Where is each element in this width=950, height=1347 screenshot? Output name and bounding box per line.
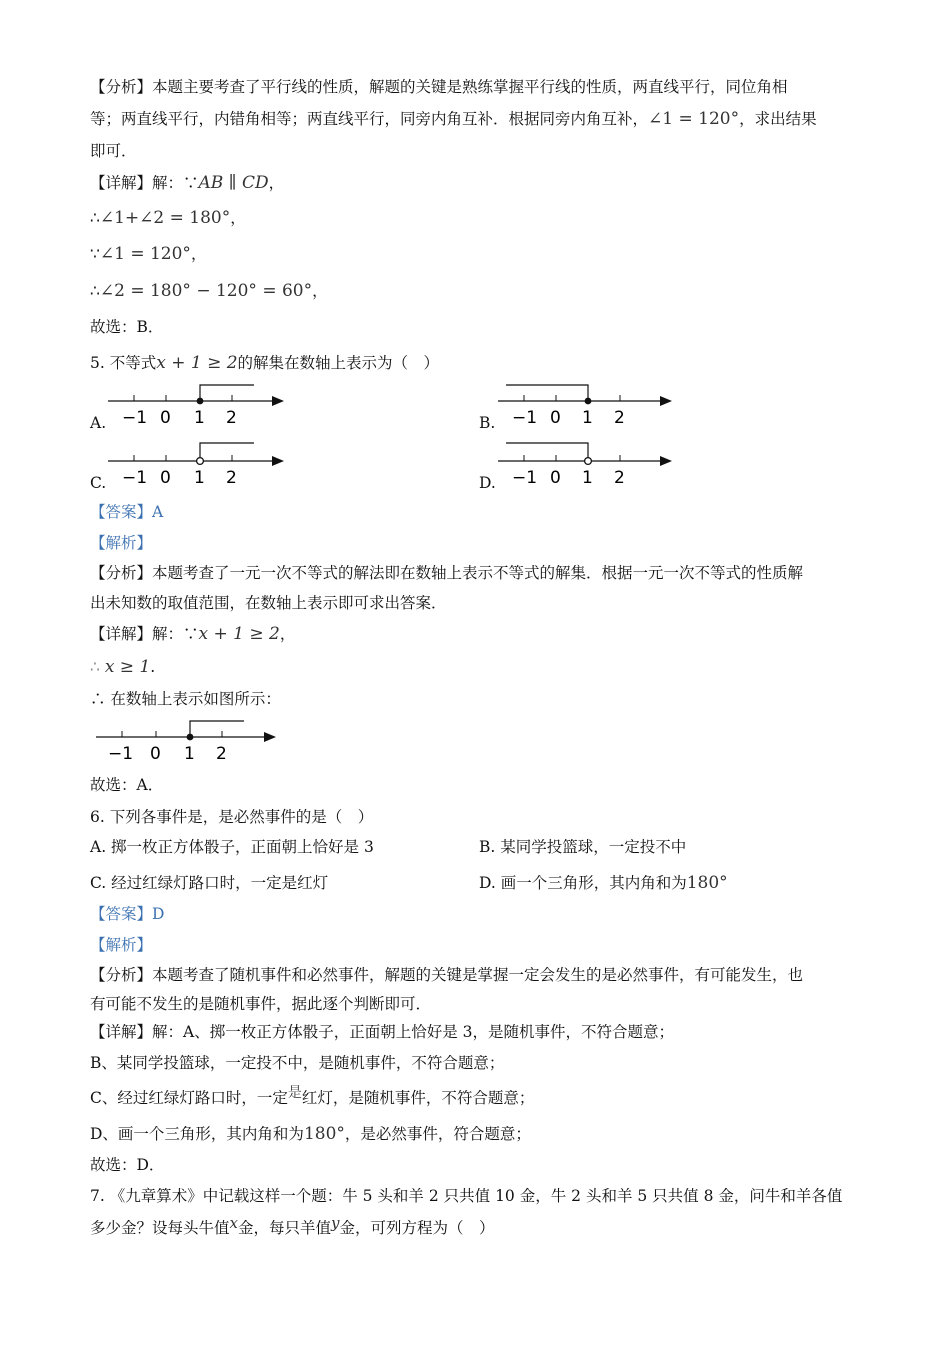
tick-neg1: −1 [122,468,148,488]
q6-option-b[interactable]: B. 某同学投篮球，一定投不中 [479,838,687,856]
because: ∵ [90,245,100,263]
tick-0: 0 [550,468,561,488]
therefore: ∴ [90,282,100,300]
math-180: 180° [303,1124,345,1144]
tick-2: 2 [614,468,625,488]
text: 金，每只羊值 [237,1219,331,1237]
math-solution: x ≥ 1 [104,657,151,677]
text: ， [268,174,285,192]
text: . [150,658,156,676]
text: 的解集在数轴上表示为（ ） [237,354,440,372]
q5-option-a-label[interactable]: A. [90,414,107,432]
tick-neg1: −1 [512,408,538,428]
q6-detail-c [90,1087,534,1110]
number-line-a [108,378,288,430]
math-180: 180° [686,873,728,893]
q6-detail-b: B、某同学投篮球，一定投不中，是随机事件，不符合题意； [90,1054,505,1072]
q5-show: ∴ 在数轴上表示如图所示： [90,690,281,708]
math-angle-1: ∠1 = 120° [648,109,740,129]
q5-jiexi: 【解析】 [90,534,153,552]
text: 红灯，是随机事件，不符合题意； [301,1089,535,1107]
tick-0: 0 [150,744,161,764]
q6-analysis-line-1: 【分析】本题考查了随机事件和必然事件，解题的关键是掌握一定会发生的是必然事件，有可能发生，也 [90,966,804,984]
text: C、经过红绿灯路口时，一定 [90,1089,288,1107]
math-result: ∠2 = 180° − 120° = 60° [99,281,313,301]
q6-detail-d [90,1123,531,1145]
tick-2: 2 [226,468,237,488]
tick-1: 1 [582,408,593,428]
q4-detail-line-2 [90,207,246,229]
q6-jiexi: 【解析】 [90,936,153,954]
q7-stem-line-2 [90,1214,495,1239]
q6-option-c[interactable]: C. 经过红绿灯路口时，一定是红灯 [90,874,329,892]
q4-detail-line-4 [90,280,328,302]
q4-analysis-line-2 [90,108,817,130]
q4-analysis-line-3: 即可． [90,142,137,160]
tick-2: 2 [614,408,625,428]
text: ， [279,625,296,643]
q5-option-c-label[interactable]: C. [90,474,107,492]
text: 【详解】解：∵ [90,174,199,192]
q6-detail-a: 【详解】解：A、掷一枚正方体骰子，正面朝上恰好是 3，是随机事件，不符合题意； [90,1023,674,1041]
text: ， [230,209,246,227]
math-parallel: AB ∥ CD [198,173,269,193]
math-inequality: x + 1 ≥ 2 [198,624,280,644]
tick-1: 1 [184,744,195,764]
number-line-c [108,438,288,490]
q5-stem [90,352,439,374]
tick-2: 2 [216,744,227,764]
tick-1: 1 [194,408,205,428]
tick-1: 1 [582,468,593,488]
q4-detail-line-3 [90,243,206,265]
text: ， [312,282,328,300]
q5-choose: 故选：A． [90,776,164,794]
tick-0: 0 [550,408,561,428]
q4-detail-line-1 [90,172,284,194]
therefore: ∴ [90,658,100,676]
tick-0: 0 [160,468,171,488]
q7-stem-line-1: 7. 《九章算术》中记载这样一个题：牛 5 头和羊 2 只共值 10 金，牛 2 头和羊 5 只共值 8 金，问牛和羊各值 [90,1187,843,1205]
math-x: x [229,1214,238,1232]
text: ，求出结果 [739,110,817,128]
text: D、画一个三角形，其内角和为 [90,1125,304,1143]
text-shi: 是 [287,1085,302,1101]
tick-1: 1 [194,468,205,488]
text: 金，可列方程为（ ） [339,1219,495,1237]
q5-analysis-line-1: 【分析】本题考查了一元一次不等式的解法即在数轴上表示不等式的解集．根据一元一次不等式的性质解 [90,564,804,582]
tick-neg1: −1 [122,408,148,428]
math-inequality: x + 1 ≥ 2 [156,353,238,373]
number-line-solution [96,714,286,766]
number-line-d [498,438,678,490]
q6-analysis-line-2: 有可能不发生的是随机事件，据此逐个判断即可． [90,995,432,1013]
text: ，是必然事件，符合题意； [344,1125,531,1143]
number-line-b [498,378,678,430]
tick-0: 0 [160,408,171,428]
math-angle: ∠1 = 120° [99,244,191,264]
q5-answer: 【答案】A [90,503,164,521]
math-sum: ∠1+∠2 = 180° [99,208,231,228]
q6-stem: 6. 下列各事件是，是必然事件的是（ ） [90,808,374,826]
tick-neg1: −1 [512,468,538,488]
q5-detail-line-1 [90,623,295,645]
q5-detail-line-2 [90,656,155,678]
math-y: y [331,1214,340,1232]
q6-answer: 【答案】D [90,905,165,923]
q4-analysis-line-1: 【分析】本题主要考查了平行线的性质，解题的关键是熟练掌握平行线的性质，两直线平行，同位角相 [90,78,788,96]
text: 等；两直线平行，内错角相等；两直线平行，同旁内角互补．根据同旁内角互补， [90,110,649,128]
therefore: ∴ [90,209,100,227]
q5-analysis-line-2: 出未知数的取值范围，在数轴上表示即可求出答案． [90,594,447,612]
q6-option-d[interactable] [479,872,728,894]
q6-option-a[interactable]: A. 掷一枚正方体骰子，正面朝上恰好是 3 [90,838,374,856]
q6-choose: 故选：D． [90,1156,165,1174]
text: ， [190,245,207,263]
text: D. 画一个三角形，其内角和为 [479,874,687,892]
tick-neg1: −1 [108,744,134,764]
text: 多少金？设每头牛值 [90,1219,230,1237]
tick-2: 2 [226,408,237,428]
text: 5. 不等式 [90,354,157,372]
q4-choose: 故选：B． [90,318,164,336]
q5-option-b-label[interactable]: B. [479,414,496,432]
q5-option-d-label[interactable]: D. [479,474,496,492]
text: 【详解】解：∵ [90,625,199,643]
